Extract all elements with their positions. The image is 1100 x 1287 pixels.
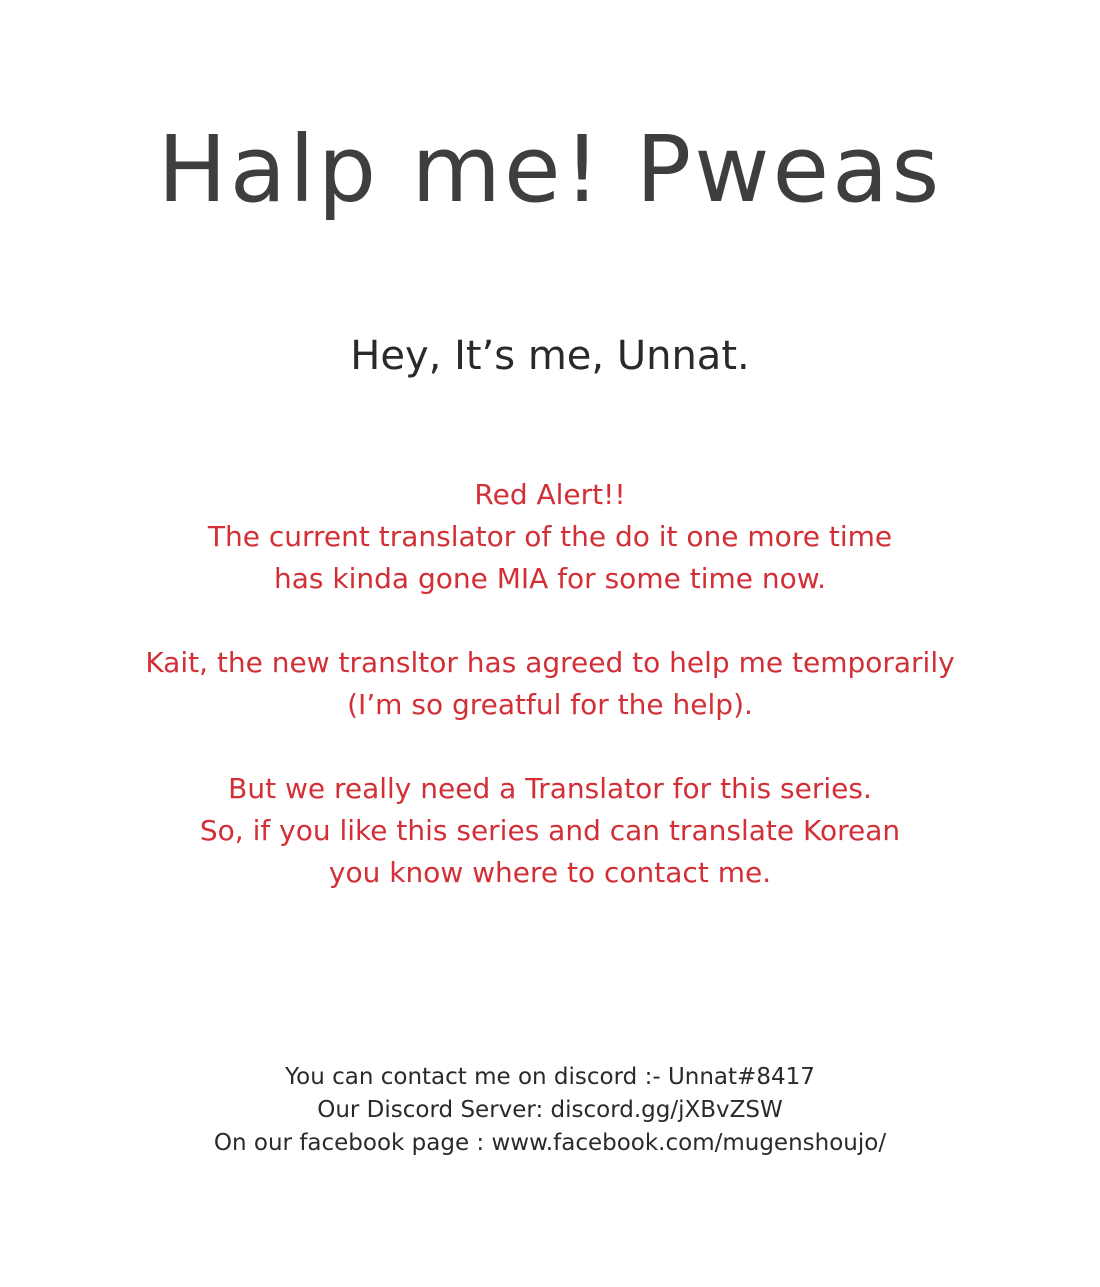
alert-line: So, if you like this series and can translate Korean bbox=[199, 814, 901, 847]
page-title: Halp me! Pweas bbox=[157, 116, 943, 223]
alert-line: But we really need a Translator for this series. bbox=[228, 772, 872, 805]
alert-line: Kait, the new transltor has agreed to help me temporarily bbox=[145, 646, 955, 679]
greeting-text: Hey, It’s me, Unnat. bbox=[350, 333, 750, 379]
alert-line: Red Alert!! bbox=[474, 478, 626, 511]
alert-line: you know where to contact me. bbox=[328, 856, 772, 889]
paragraph-gap bbox=[0, 726, 1100, 768]
paragraph-gap bbox=[0, 600, 1100, 642]
alert-line: The current translator of the do it one more time bbox=[207, 520, 893, 553]
alert-line: has kinda gone MIA for some time now. bbox=[273, 562, 826, 595]
contact-discord-server: Our Discord Server: discord.gg/jXBvZSW bbox=[317, 1097, 783, 1123]
alert-message bbox=[0, 474, 1100, 894]
contact-facebook-page: On our facebook page : www.facebook.com/mugenshoujo/ bbox=[213, 1130, 887, 1156]
alert-line: (I’m so greatful for the help). bbox=[347, 688, 753, 721]
contact-info bbox=[0, 1061, 1100, 1160]
contact-discord-user: You can contact me on discord :- Unnat#8417 bbox=[285, 1064, 815, 1090]
